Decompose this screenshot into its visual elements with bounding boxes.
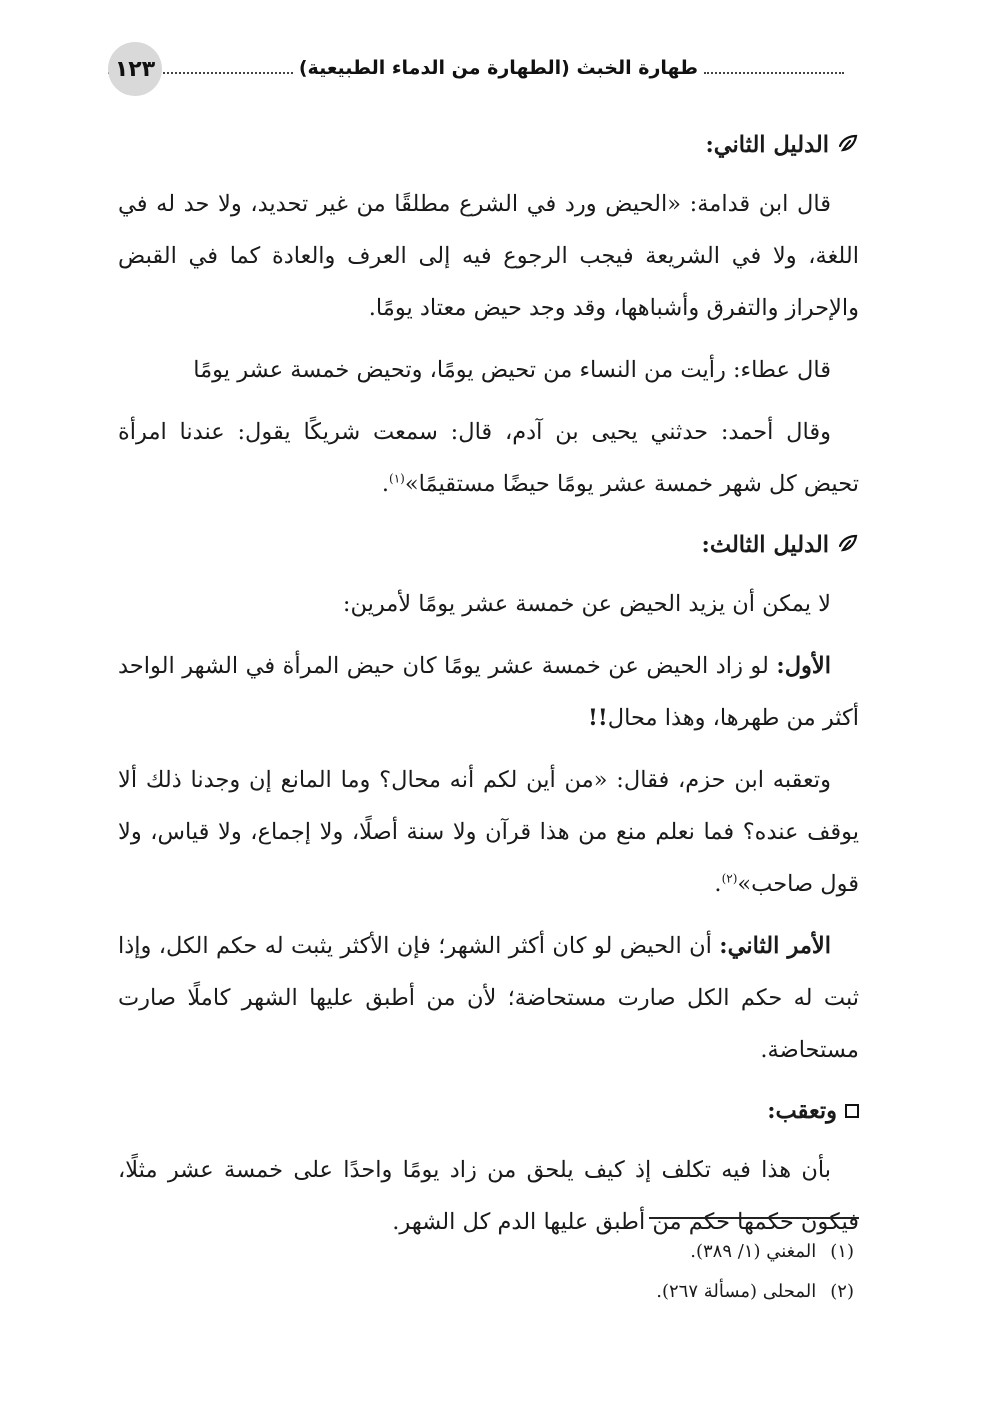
heading-text: الدليل الثالث: xyxy=(701,532,829,558)
paragraph-ahmad-text: وقال أحمد: حدثني يحيى بن آدم، قال: سمعت شريكًا يقول: عندنا امرأة تحيض كل شهر خمسة عشر يومًا حيضًا مستقيمًا» xyxy=(118,419,859,497)
first-reason-text: لو زاد الحيض عن خمسة عشر يومًا كان حيض المرأة في الشهر الواحد أكثر من طهرها، وهذا محال xyxy=(118,653,859,731)
footnote-item xyxy=(118,1272,854,1312)
page-number: ١٢٣ xyxy=(108,42,162,96)
section-heading-third-evidence xyxy=(118,520,859,570)
paragraph-ahmad-end: . xyxy=(381,471,390,497)
paragraph-ibn-hazm-end: . xyxy=(714,871,722,897)
leaf-ornament-icon xyxy=(837,132,859,158)
paragraph-ibn-hazm xyxy=(118,754,859,910)
heading-text: الدليل الثاني: xyxy=(705,132,829,158)
main-text xyxy=(118,120,859,1258)
footnote-text: المغني (١/ ٣٨٩). xyxy=(690,1241,817,1262)
section-heading-second-evidence xyxy=(118,120,859,170)
footnote-text: المحلى (مسألة ٢٦٧). xyxy=(656,1281,817,1302)
paragraph-ahmad xyxy=(118,406,859,510)
heading-text: وتعقب: xyxy=(767,1098,837,1124)
second-reason-text: أن الحيض لو كان أكثر الشهر؛ فإن الأكثر يثبت له حكم الكل، وإذا ثبت له حكم الكل صارت مستحاضة؛ لأن من أطبق عليها الشهر كاملًا صارت مستحاضة. xyxy=(118,933,859,1063)
checkbox-square-icon xyxy=(845,1104,859,1118)
paragraph-ibn-hazm-text: وتعقبه ابن حزم، فقال: «من أين لكم أنه محال؟ وما المانع إن وجدنا ذلك ألا يوقف عنده؟ فما نعلم منع من هذا قرآن ولا سنة أصلًا، ولا إجماع، ولا قياس، ولا قول صاحب» xyxy=(118,767,859,897)
section-heading-rebuttal xyxy=(118,1086,859,1136)
footnotes xyxy=(118,1232,854,1312)
leaf-ornament-icon xyxy=(837,532,859,558)
header-title: طهارة الخبث (الطهارة من الدماء الطبيعية) xyxy=(298,57,698,79)
paragraph-ibn-qudama: قال ابن قدامة: «الحيض ورد في الشرع مطلقًا من غير تحديد، ولا حد له في اللغة، ولا في الشريعة فيجب الرجوع فيه إلى العرف والعادة كما في القبض والإحراز والتفرق وأشباهها، وقد وجد حيض معتاد يومًا. xyxy=(118,191,859,321)
paragraph-ata: قال عطاء: رأيت من النساء من تحيض يومًا، وتحيض خمسة عشر يومًا xyxy=(193,357,831,383)
paragraph-first-reason xyxy=(118,640,859,744)
second-reason-label: الأمر الثاني: xyxy=(719,933,831,959)
first-reason-label: الأول: xyxy=(776,653,831,679)
paragraph-two-reasons: لا يمكن أن يزيد الحيض عن خمسة عشر يومًا لأمرين: xyxy=(342,591,831,617)
footnote-number: (١) xyxy=(830,1241,854,1262)
footnote-ref-2[interactable]: (٢) xyxy=(721,871,738,886)
running-header xyxy=(108,40,844,96)
first-reason-exclamation: !! xyxy=(588,705,608,731)
header-dots-right xyxy=(704,72,844,74)
footnote-item xyxy=(118,1232,854,1272)
paragraph-second-reason xyxy=(118,920,859,1076)
footnote-ref-1[interactable]: (١) xyxy=(389,471,405,486)
paragraph-rebuttal: بأن هذا فيه تكلف إذ كيف يلحق من زاد يومًا واحدًا على خمسة عشر مثلًا، فيكون حكمها حكم من أطبق عليها الدم كل الشهر. xyxy=(118,1157,859,1235)
footnote-divider xyxy=(649,1217,859,1219)
footnote-number: (٢) xyxy=(830,1281,854,1302)
